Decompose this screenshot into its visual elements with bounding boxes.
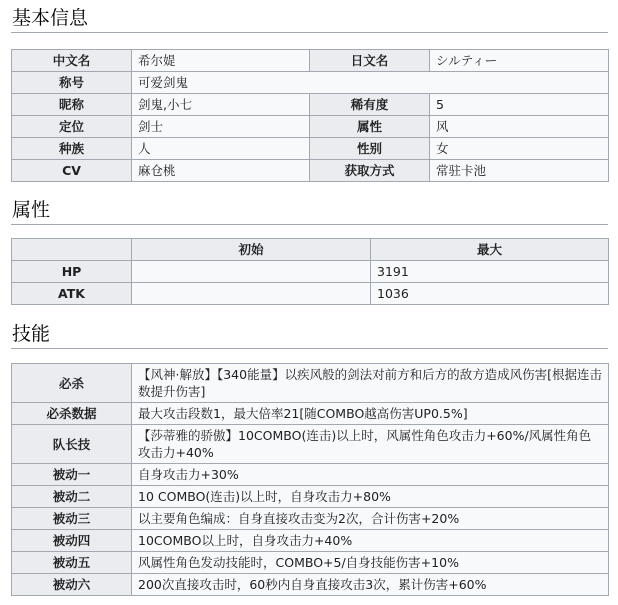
value-rarity: 5 [430, 94, 609, 116]
value-ultimate-data: 最大攻击段数1，最大倍率21[随COMBO越高伤害UP0.5%] [132, 403, 609, 425]
header-max: 最大 [371, 239, 609, 261]
table-row [12, 94, 609, 116]
stats-table [11, 238, 609, 305]
label-ultimate: 必杀 [12, 364, 132, 403]
table-row [12, 364, 609, 403]
label-passive-4: 被动四 [12, 530, 132, 552]
skills-heading: 技能 [11, 322, 608, 349]
value-role: 剑士 [132, 116, 310, 138]
table-row [12, 508, 609, 530]
value-cv: 麻仓桃 [132, 160, 310, 182]
header-empty [12, 239, 132, 261]
value-hp-initial [132, 261, 371, 283]
basic-info-heading: 基本信息 [11, 6, 608, 33]
label-atk: ATK [12, 283, 132, 305]
value-passive-4: 10COMBO以上时，自身攻击力+40% [132, 530, 609, 552]
label-element: 属性 [310, 116, 430, 138]
label-hp: HP [12, 261, 132, 283]
value-nickname: 剑鬼,小七 [132, 94, 310, 116]
table-row [12, 261, 609, 283]
value-obtain-method: 常驻卡池 [430, 160, 609, 182]
table-row [12, 403, 609, 425]
stats-section [11, 198, 608, 301]
header-initial: 初始 [132, 239, 371, 261]
table-row [12, 138, 609, 160]
label-rarity: 稀有度 [310, 94, 430, 116]
label-role: 定位 [12, 116, 132, 138]
table-row [12, 116, 609, 138]
table-row [12, 574, 609, 596]
label-gender: 性别 [310, 138, 430, 160]
value-passive-5: 风属性角色发动技能时，COMBO+5/自身技能伤害+10% [132, 552, 609, 574]
label-obtain-method: 获取方式 [310, 160, 430, 182]
value-passive-1: 自身攻击力+30% [132, 464, 609, 486]
value-atk-max: 1036 [371, 283, 609, 305]
label-ultimate-data: 必杀数据 [12, 403, 132, 425]
label-japanese-name: 日文名 [310, 50, 430, 72]
label-cv: CV [12, 160, 132, 182]
value-hp-max: 3191 [371, 261, 609, 283]
label-title: 称号 [12, 72, 132, 94]
label-passive-3: 被动三 [12, 508, 132, 530]
stats-heading: 属性 [11, 198, 608, 225]
table-row [12, 72, 609, 94]
value-chinese-name: 希尔媞 [132, 50, 310, 72]
table-row [12, 530, 609, 552]
label-nickname: 昵称 [12, 94, 132, 116]
basic-info-section [11, 6, 608, 178]
value-title: 可爱剑鬼 [132, 72, 609, 94]
label-chinese-name: 中文名 [12, 50, 132, 72]
label-passive-6: 被动六 [12, 574, 132, 596]
table-row [12, 425, 609, 464]
value-leader-skill: 【莎蒂雅的骄傲】10COMBO(连击)以上时，风属性角色攻击力+60%/风属性角色攻击力+40% [132, 425, 609, 464]
label-leader-skill: 队长技 [12, 425, 132, 464]
value-atk-initial [132, 283, 371, 305]
label-race: 种族 [12, 138, 132, 160]
table-row [12, 160, 609, 182]
skills-section [11, 322, 608, 592]
value-passive-6: 200次直接攻击时，60秒内自身直接攻击3次，累计伤害+60% [132, 574, 609, 596]
value-element: 风 [430, 116, 609, 138]
value-gender: 女 [430, 138, 609, 160]
value-passive-2: 10 COMBO(连击)以上时，自身攻击力+80% [132, 486, 609, 508]
basic-info-table [11, 49, 609, 182]
table-row [12, 283, 609, 305]
skills-table [11, 363, 609, 596]
label-passive-2: 被动二 [12, 486, 132, 508]
table-row [12, 552, 609, 574]
value-passive-3: 以主要角色编成：自身直接攻击变为2次，合计伤害+20% [132, 508, 609, 530]
value-ultimate: 【风神·解放】【340能量】以疾风般的剑法对前方和后方的敌方造成风伤害[根据连击数提升伤害] [132, 364, 609, 403]
label-passive-5: 被动五 [12, 552, 132, 574]
table-header-row [12, 239, 609, 261]
table-row [12, 50, 609, 72]
label-passive-1: 被动一 [12, 464, 132, 486]
table-row [12, 464, 609, 486]
value-race: 人 [132, 138, 310, 160]
value-japanese-name: シルティー [430, 50, 609, 72]
table-row [12, 486, 609, 508]
